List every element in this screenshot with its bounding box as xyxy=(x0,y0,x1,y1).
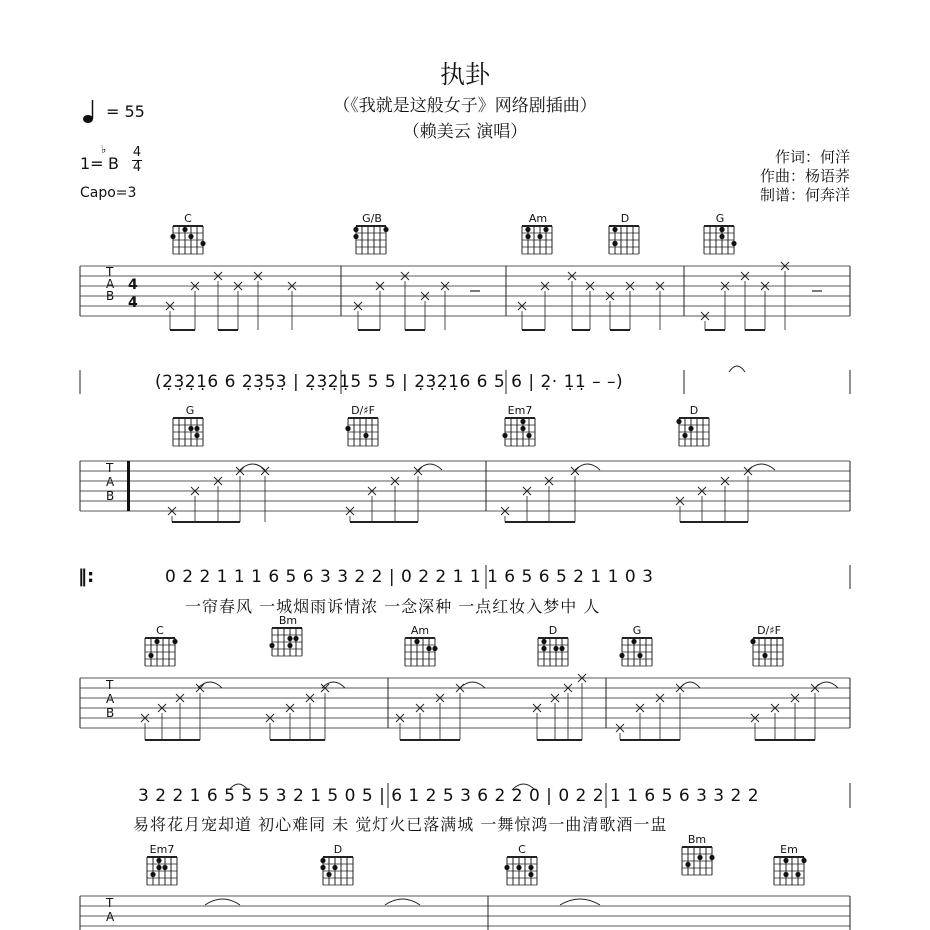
chord-name: D xyxy=(689,404,699,417)
capo: Capo=3 xyxy=(80,185,137,201)
lyricist: 作词：何洋 xyxy=(774,148,850,166)
finger-dot xyxy=(719,227,724,232)
finger-dot xyxy=(504,865,509,870)
verse1-notation: 0 2 2 1 1 1 6 5 6 3 3 2 2 | 0 2 2 1 1 1 6 5 6 5 2 1 1 0 3 xyxy=(165,567,654,587)
finger-dot xyxy=(688,426,693,431)
chord-name: Bm xyxy=(278,614,298,627)
finger-dot xyxy=(682,433,687,438)
intro-notation: (2̣3̣2̣1̣6 6 2̣3̣5̣3̣ | 2̣3̣2̣1̣5 5 5 | 2̣3̣2̣1̣6 6 5 6 | 2̣· 1̣1̣ – –) xyxy=(155,372,624,392)
tab-clef-t: T xyxy=(106,265,114,279)
tab-time-top: 4 xyxy=(128,277,138,293)
finger-dot xyxy=(148,653,153,658)
finger-dot xyxy=(426,646,431,651)
finger-dot xyxy=(345,426,350,431)
finger-dot xyxy=(612,227,617,232)
tie-slur xyxy=(575,464,600,470)
finger-dot xyxy=(156,858,161,863)
tempo: = 55 xyxy=(106,102,145,121)
finger-dot xyxy=(182,227,187,232)
tab-clef-a: A xyxy=(106,910,115,924)
tab-clef-t: T xyxy=(106,678,114,692)
tab-clef-a: A xyxy=(106,692,115,706)
tie-slur xyxy=(418,464,442,470)
key-prefix: 1= xyxy=(80,154,104,173)
finger-dot xyxy=(631,639,636,644)
chord-name: G xyxy=(185,404,195,417)
chord-name: C xyxy=(518,843,526,856)
finger-dot xyxy=(287,643,292,648)
verse2-lyrics: 易将花月宠却道 初心难同 未 觉灯火已落满城 一舞惊鸿一曲清歌酒一盅 xyxy=(133,815,668,834)
verse2-notation: 3 2 2 1 6 5 5 5 3 2 1 5 0 5 | 6 1 2 5 3 6 2 2 0 | 0 2 2 1 1 6 5 6 3 3 2 2 xyxy=(138,786,760,806)
tie-slur xyxy=(512,784,535,790)
finger-dot xyxy=(676,419,681,424)
finger-dot xyxy=(353,227,358,232)
finger-dot xyxy=(414,639,419,644)
tie-slur xyxy=(729,366,745,372)
performer-line: （赖美云 演唱） xyxy=(402,122,528,142)
finger-dot xyxy=(525,234,530,239)
tab-clef-b: B xyxy=(106,289,115,303)
finger-dot xyxy=(156,865,161,870)
chord-name: Em xyxy=(780,843,798,856)
tab-clef-b: B xyxy=(106,706,115,720)
chord-name: C xyxy=(156,624,164,637)
finger-dot xyxy=(170,234,175,239)
chord-name: Em7 xyxy=(149,843,175,856)
finger-dot xyxy=(293,636,298,641)
finger-dot xyxy=(188,234,193,239)
finger-dot xyxy=(150,872,155,877)
finger-dot xyxy=(526,433,531,438)
finger-dot xyxy=(194,433,199,438)
finger-dot xyxy=(502,433,507,438)
finger-dot xyxy=(559,646,564,651)
chord-name: Am xyxy=(410,624,430,637)
finger-dot xyxy=(528,872,533,877)
time-signature-top: 4 xyxy=(132,145,142,160)
finger-dot xyxy=(154,639,159,644)
finger-dot xyxy=(783,858,788,863)
finger-dot xyxy=(685,862,690,867)
tab-clef-t: T xyxy=(106,461,114,475)
repeat-start-sign: ‖: xyxy=(78,566,95,587)
finger-dot xyxy=(543,227,548,232)
finger-dot xyxy=(528,865,533,870)
arranger: 制谱：何奔洋 xyxy=(759,186,850,204)
finger-dot xyxy=(188,426,193,431)
composer: 作曲：杨语荞 xyxy=(759,167,850,185)
finger-dot xyxy=(697,855,702,860)
chord-name: D xyxy=(620,212,630,225)
repeat-thick-bar xyxy=(127,461,130,511)
tab-clef-t: T xyxy=(106,896,114,910)
finger-dot xyxy=(750,639,755,644)
tie-slur xyxy=(385,899,420,905)
finger-dot xyxy=(363,433,368,438)
tab-time-bottom: 4 xyxy=(128,295,138,311)
chord-name: Bm xyxy=(687,833,707,846)
tie-slur xyxy=(205,899,240,905)
finger-dot xyxy=(637,653,642,658)
tab-clef-a: A xyxy=(106,475,115,489)
verse1-lyrics: 一帘春风 一城烟雨诉情浓 一念深种 一点红妆入梦中 人 xyxy=(185,597,601,616)
tie-slur xyxy=(815,682,838,688)
tie-slur xyxy=(748,464,775,470)
finger-dot xyxy=(353,234,358,239)
chord-name: D/♯F xyxy=(757,624,781,637)
finger-dot xyxy=(332,865,337,870)
finger-dot xyxy=(553,646,558,651)
finger-dot xyxy=(619,653,624,658)
tie-slur xyxy=(560,899,600,905)
finger-dot xyxy=(709,855,714,860)
song-subtitle: （《我就是这般女子》网络剧插曲） xyxy=(333,96,597,116)
tie-slur xyxy=(229,784,248,790)
finger-dot xyxy=(432,646,437,651)
finger-dot xyxy=(320,858,325,863)
finger-dot xyxy=(762,653,767,658)
finger-dot xyxy=(320,865,325,870)
finger-dot xyxy=(326,872,331,877)
finger-dot xyxy=(520,426,525,431)
tie-slur xyxy=(240,464,265,470)
finger-dot xyxy=(194,426,199,431)
tie-slur xyxy=(680,682,700,688)
finger-dot xyxy=(520,419,525,424)
finger-dot xyxy=(162,865,167,870)
chord-name: Em7 xyxy=(507,404,533,417)
chord-name: D/♯F xyxy=(351,404,375,417)
finger-dot xyxy=(541,646,546,651)
finger-dot xyxy=(783,872,788,877)
chord-name: G/B xyxy=(362,212,382,225)
finger-dot xyxy=(516,865,521,870)
tab-clef-b: B xyxy=(106,489,115,503)
flat-sign: ♭ xyxy=(101,143,107,156)
finger-dot xyxy=(795,872,800,877)
time-signature-bottom: 4 xyxy=(132,160,142,175)
finger-dot xyxy=(801,858,806,863)
finger-dot xyxy=(200,241,205,246)
tab-clef-a: A xyxy=(106,277,115,291)
chord-name: Am xyxy=(528,212,548,225)
chord-name: D xyxy=(548,624,558,637)
song-title: 执卦 xyxy=(439,60,490,89)
chord-name: G xyxy=(715,212,725,225)
finger-dot xyxy=(269,643,274,648)
finger-dot xyxy=(537,234,542,239)
chord-name: D xyxy=(333,843,343,856)
chord-name: C xyxy=(184,212,192,225)
finger-dot xyxy=(719,234,724,239)
finger-dot xyxy=(541,639,546,644)
finger-dot xyxy=(287,636,292,641)
finger-dot xyxy=(383,227,388,232)
key-note: B xyxy=(108,154,119,173)
finger-dot xyxy=(731,241,736,246)
finger-dot xyxy=(612,241,617,246)
chord-name: G xyxy=(632,624,642,637)
finger-dot xyxy=(172,639,177,644)
tie-slur xyxy=(460,682,485,688)
finger-dot xyxy=(525,227,530,232)
